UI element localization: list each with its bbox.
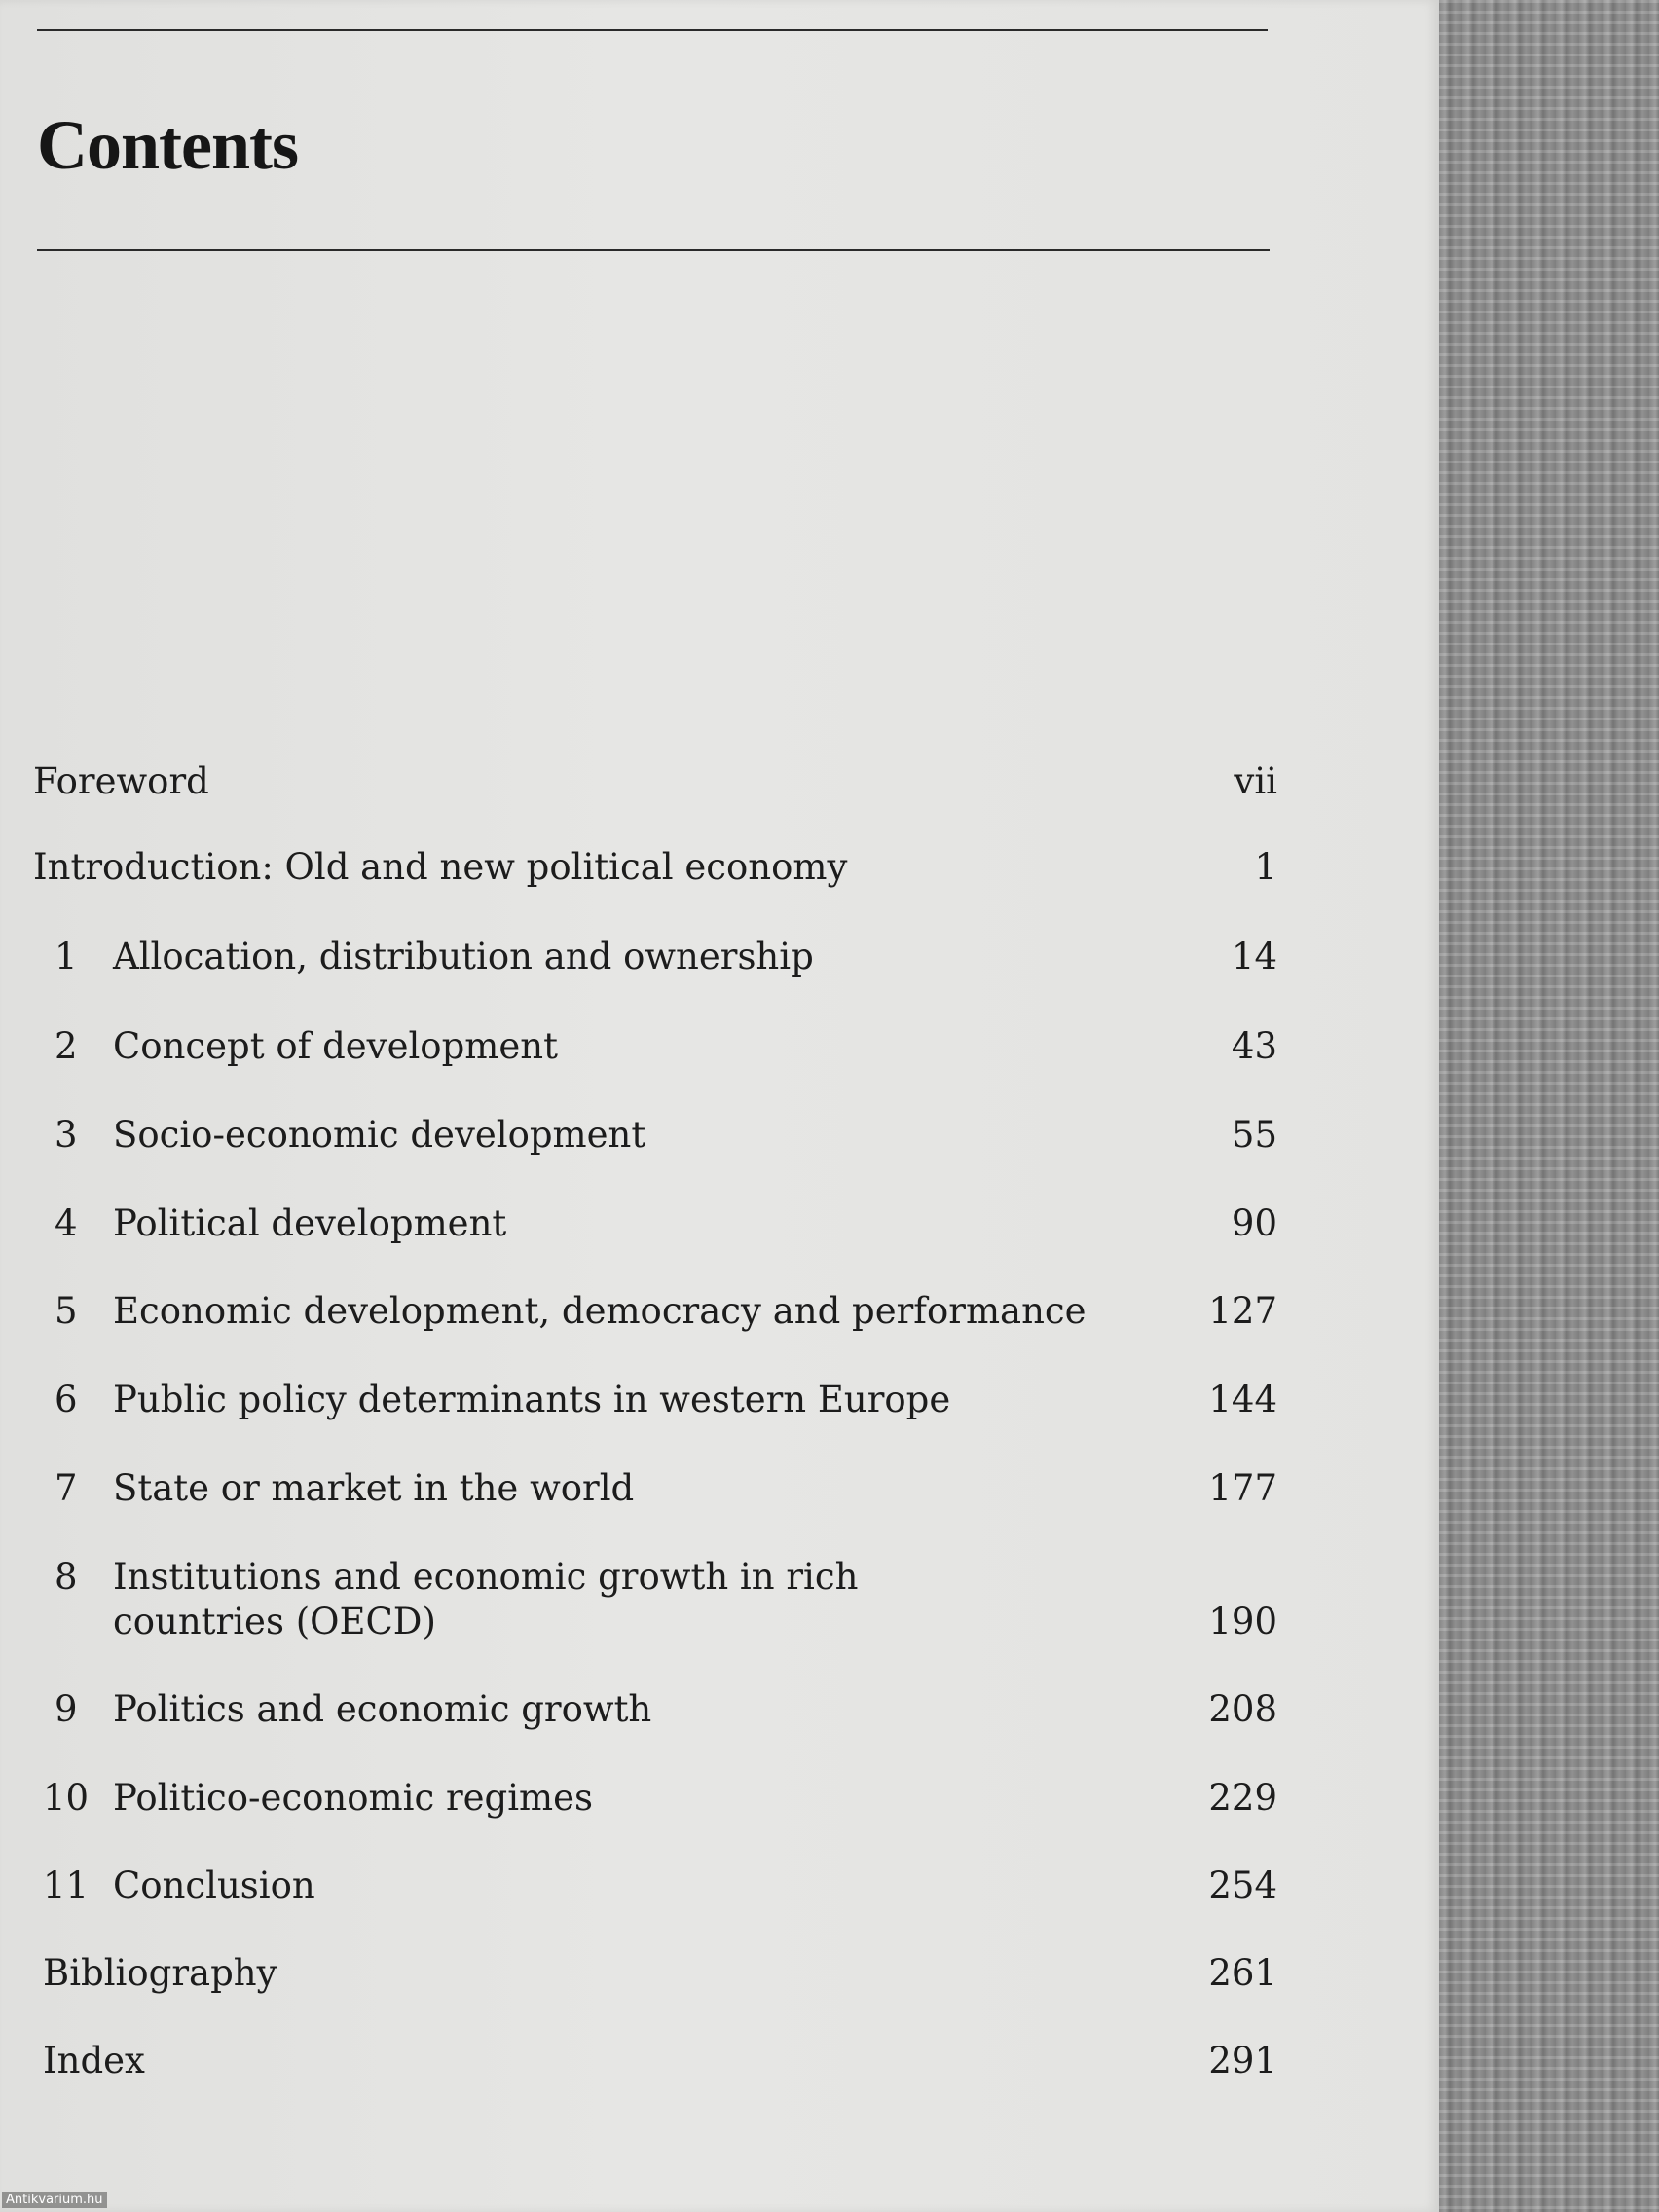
wooden-background — [1439, 0, 1659, 2212]
toc-entry-page: 208 — [1208, 1688, 1277, 1730]
toc-entry-number: 8 — [55, 1556, 78, 1598]
toc-entry-page: 254 — [1208, 1864, 1277, 1906]
toc-entry-label: Allocation, distribution and ownership — [113, 936, 814, 977]
toc-entry-label: Economic development, democracy and performance — [113, 1290, 1087, 1332]
toc-entry-page: 43 — [1231, 1025, 1277, 1067]
toc-entry-number: 6 — [55, 1379, 78, 1420]
toc-entry-number: 11 — [43, 1864, 90, 1906]
toc-entry-page: vii — [1234, 760, 1277, 802]
toc-entry-number: 1 — [55, 936, 78, 977]
toc-entry-page: 127 — [1208, 1290, 1277, 1332]
toc-entry-label: Concept of development — [113, 1025, 558, 1067]
toc-entry-number: 2 — [55, 1025, 78, 1067]
title-underline-rule — [37, 249, 1270, 251]
toc-entry-label: Public policy determinants in western Europe — [113, 1379, 951, 1420]
toc-entry-page: 177 — [1208, 1467, 1277, 1509]
toc-entry-label-continued: countries (OECD) — [113, 1601, 436, 1642]
toc-entry-label: Institutions and economic growth in rich — [113, 1556, 859, 1598]
toc-entry-page: 1 — [1254, 846, 1277, 888]
toc-entry-label: Conclusion — [113, 1864, 315, 1906]
toc-entry-page: 291 — [1208, 2040, 1277, 2082]
toc-entry-page: 55 — [1231, 1114, 1277, 1156]
toc-entry-label: Socio-economic development — [113, 1114, 646, 1156]
toc-entry-label: Politics and economic growth — [113, 1688, 652, 1730]
toc-entry-page: 190 — [1208, 1601, 1277, 1642]
toc-entry-page: 144 — [1208, 1379, 1277, 1420]
toc-entry-page: 14 — [1231, 936, 1277, 977]
page-title: Contents — [37, 106, 299, 184]
toc-entry-number: 4 — [55, 1202, 78, 1244]
toc-entry-label: Bibliography — [43, 1952, 277, 1994]
toc-entry-page: 229 — [1208, 1777, 1277, 1819]
toc-entry-number: 3 — [55, 1114, 78, 1156]
toc-entry-label: Foreword — [33, 760, 209, 802]
toc-entry-label: Politico-economic regimes — [113, 1777, 594, 1819]
toc-entry-number: 5 — [55, 1290, 78, 1332]
toc-entry-number: 9 — [55, 1688, 78, 1730]
top-rule — [37, 29, 1268, 31]
toc-entry-page: 261 — [1208, 1952, 1277, 1994]
toc-entry-number: 10 — [43, 1777, 90, 1819]
toc-entry-label: Introduction: Old and new political economy — [33, 846, 848, 888]
toc-entry-label: State or market in the world — [113, 1467, 635, 1509]
toc-entry-page: 90 — [1231, 1202, 1277, 1244]
toc-entry-number: 7 — [55, 1467, 78, 1509]
toc-entry-label: Index — [43, 2040, 145, 2082]
watermark: Antikvarium.hu — [2, 2192, 107, 2208]
toc-entry-label: Political development — [113, 1202, 507, 1244]
